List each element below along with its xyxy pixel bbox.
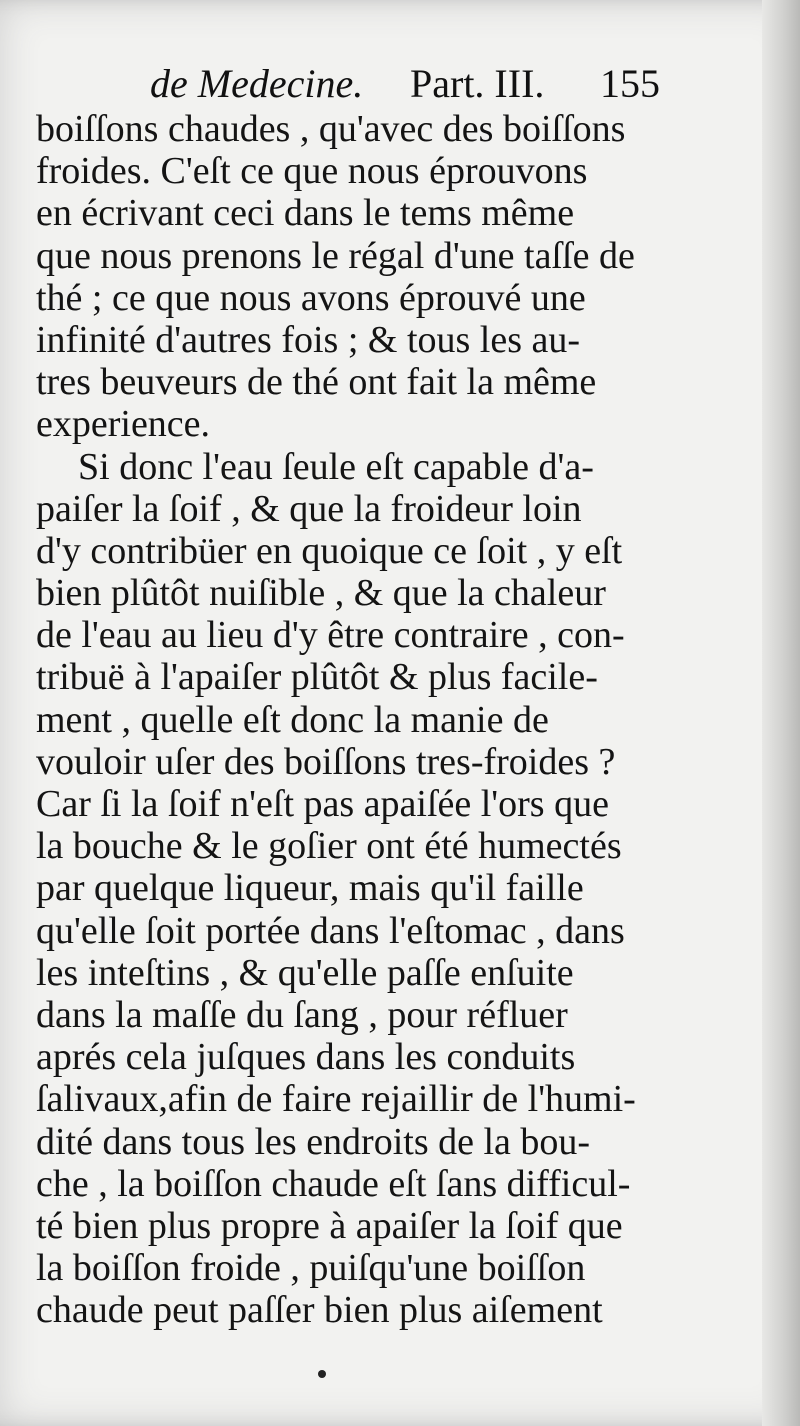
page-number: 155 <box>600 61 660 106</box>
text-line: que nous prenons le régal d'une taſſe de <box>36 234 635 277</box>
text-line: la bouche & le goſier ont été humectés <box>36 825 622 868</box>
text-line: Car ſi la ſoif n'eſt pas apaiſée l'ors que <box>36 783 609 825</box>
text-line: dans la maſſe du ſang , pour réfluer <box>36 993 568 1036</box>
text-line: qu'elle ſoit portée dans l'eſtomac , dans <box>36 909 625 952</box>
text-line: d'y contribüer en quoique ce ſoit , y eſt <box>36 529 623 572</box>
running-head-title: de Medecine. <box>150 61 364 106</box>
text-line: la boiſſon froide , puiſqu'une boiſſon <box>36 1247 586 1290</box>
text-line: ment , quelle eſt donc la manie de <box>36 698 549 741</box>
text-line: dité dans tous les endroits de la bou- <box>36 1120 591 1163</box>
text-line: paiſer la ſoif , & que la froideur loin <box>36 487 582 530</box>
text-line: té bien plus propre à apaiſer la ſoif que <box>36 1204 623 1247</box>
text-line: en écrivant ceci dans le tems même <box>36 192 575 235</box>
signature-mark <box>318 1370 326 1378</box>
text-line: thé ; ce que nous avons éprouvé une <box>36 276 586 319</box>
running-head <box>40 60 660 110</box>
text-line: froides. C'eſt ce que nous éprouvons <box>36 150 588 193</box>
body-text <box>36 108 656 1331</box>
text-line: par quelque liqueur, mais qu'il faille <box>36 867 584 910</box>
text-line: tres beuveurs de thé ont fait la même <box>36 361 597 404</box>
text-line: tribuë à l'apaiſer plûtôt & plus facile- <box>36 656 598 699</box>
text-line: boiſſons chaudes , qu'avec des boiſſons <box>36 108 626 150</box>
text-line: chaude peut paſſer bien plus aiſement <box>36 1289 603 1332</box>
page-gutter-shadow <box>762 0 800 1426</box>
paragraph-first-line: Si donc l'eau ſeule eſt capable d'a- <box>78 445 594 488</box>
text-line: vouloir uſer des boiſſons tres-froides ? <box>36 740 616 783</box>
text-line: infinité d'autres fois ; & tous les au- <box>36 318 581 361</box>
text-line: les inteſtins , & qu'elle paſſe enſuite <box>36 951 574 994</box>
text-line: bien plûtôt nuiſible , & que la chaleur <box>36 572 606 615</box>
text-line: experience. <box>36 403 211 446</box>
text-line: aprés cela juſques dans les conduits <box>36 1036 576 1079</box>
running-head-part: Part. III. <box>410 61 545 106</box>
text-line: che , la boiſſon chaude eſt ſans difficul- <box>36 1162 631 1205</box>
text-line: ſalivaux,afin de faire rejaillir de l'humi- <box>36 1078 636 1121</box>
text-line: de l'eau au lieu d'y être contraire , con- <box>36 614 625 657</box>
